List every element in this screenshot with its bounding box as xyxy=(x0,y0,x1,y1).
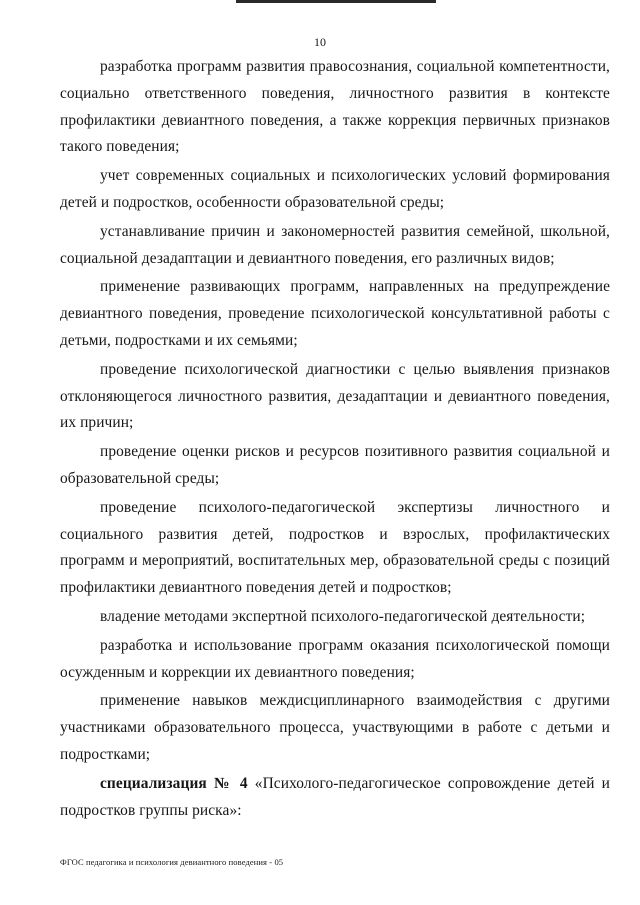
paragraph-6: проведение оценки рисков и ресурсов позитивного развития социальной и образовательной среды; xyxy=(60,443,610,487)
paragraph-8: владение методами экспертной психолого-педагогической деятельности; xyxy=(100,607,586,625)
paragraph-5: проведение психологической диагностики с целью выявления признаков отклоняющегося личностного развития, дезадаптации и девиантного поведения, их причин; xyxy=(60,360,610,432)
document-body xyxy=(60,54,610,824)
document-footer: ФГОС педагогика и психология девиантного поведения - 05 xyxy=(60,857,284,867)
specialization-lead: специализация № 4 xyxy=(100,774,248,792)
page-number: 10 xyxy=(314,35,326,49)
paragraph-1: разработка программ развития правосознания, социальной компетентности, социально ответственного поведения, личностного развития в контексте профилактики девиантного поведения, а также коррекция первичных признаков такого поведения; xyxy=(60,58,610,156)
paragraph-7: проведение психолого-педагогической экспертизы личностного и социального развития детей, подростков и взрослых, профилактических программ и мероприятий, воспитательных мер, образовательной среды с позиций профилактики девиантного поведения детей и подростков; xyxy=(60,498,610,597)
paragraph-10: применение навыков междисциплинарного взаимодействия с другими участниками образовательного процесса, участвующими в работе с детьми и подростками; xyxy=(60,692,610,763)
scan-top-edge xyxy=(236,0,436,3)
paragraph-9: разработка и использование программ оказания психологической помощи осужденным и коррекции их девиантного поведения; xyxy=(60,636,610,681)
specialization-paragraph xyxy=(60,771,610,825)
paragraph-2: учет современных социальных и психологических условий формирования детей и подростков, особенности образовательной среды; xyxy=(60,167,610,211)
paragraph-3: устанавливание причин и закономерностей развития семейной, школьной, социальной дезадаптации и девиантного поведения, его различных видов; xyxy=(60,222,610,267)
specialization-text: «Психолого-педагогическое сопровождение детей и подростков группы риска»: xyxy=(60,774,610,819)
paragraph-4: применение развивающих программ, направленных на предупреждение девиантного поведения, проведение психологической консультативной работы с детьми, подростками и их семьями; xyxy=(60,278,610,349)
